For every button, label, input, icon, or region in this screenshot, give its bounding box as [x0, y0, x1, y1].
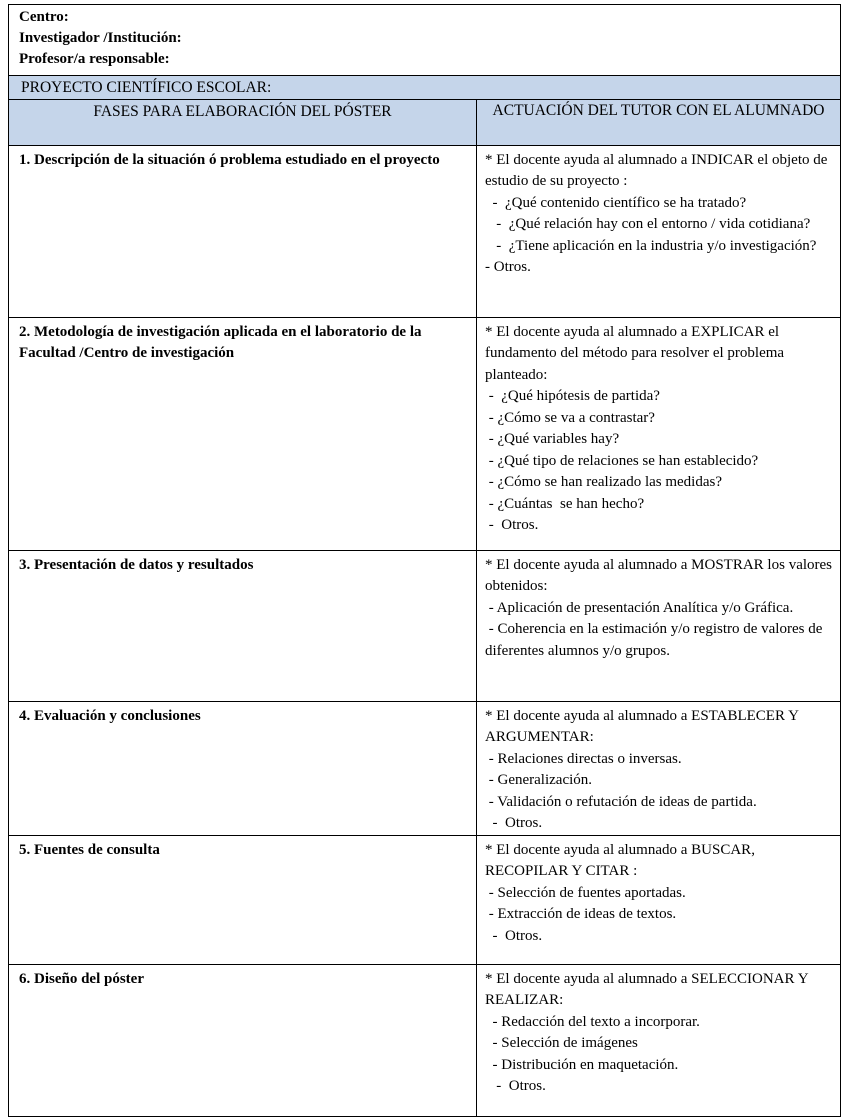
action-line: * El docente ayuda al alumnado a ESTABLECER Y ARGUMENTAR: — [485, 707, 802, 745]
table-row — [9, 835, 841, 964]
action-line: - Otros. — [485, 815, 543, 831]
tutor-action-cell — [477, 701, 841, 835]
action-line: - ¿Tiene aplicación en la industria y/o investigación? — [485, 237, 817, 254]
tutor-action-cell — [477, 317, 841, 550]
column-header-tutor: ACTUACIÓN DEL TUTOR CON EL ALUMNADO — [477, 99, 841, 145]
action-line: - Otros. — [485, 517, 539, 533]
action-line: - Selección de fuentes aportadas. — [485, 884, 686, 901]
action-line: - Otros. — [485, 1078, 546, 1094]
phase-cell: 3. Presentación de datos y resultados — [9, 550, 477, 701]
header-row — [9, 5, 841, 76]
poster-template-document — [8, 4, 840, 1117]
table-row — [9, 550, 841, 701]
action-line: - Otros. — [485, 259, 531, 275]
action-line: * El docente ayuda al alumnado a MOSTRAR los valores obtenidos: — [485, 556, 836, 594]
action-line: - ¿Qué tipo de relaciones se han establecido? — [485, 452, 759, 469]
phase-cell: 6. Diseño del póster — [9, 964, 477, 1116]
column-header-row — [9, 99, 841, 145]
phase-cell: 2. Metodología de investigación aplicada en el laboratorio de la Facultad /Centro de investigación — [9, 317, 477, 550]
investigador-label: Investigador /Institución: — [19, 30, 182, 46]
action-line: - Otros. — [485, 927, 543, 944]
centro-label: Centro: — [19, 9, 69, 25]
action-line: - ¿Qué variables hay? — [485, 431, 620, 447]
action-line: - Generalización. — [485, 772, 593, 788]
action-line: * El docente ayuda al alumnado a SELECCIONAR Y REALIZAR: — [485, 970, 812, 1008]
action-line: * El docente ayuda al alumnado a EXPLICAR el fundamento del método para resolver el problema planteado: — [485, 323, 788, 383]
header-cell — [9, 5, 841, 76]
column-header-phases: FASES PARA ELABORACIÓN DEL PÓSTER — [9, 99, 477, 145]
action-line: - Selección de imágenes — [485, 1035, 638, 1051]
table-row — [9, 145, 841, 317]
action-line: - Coherencia en la estimación y/o registro de valores de diferentes alumnos y/o grupos. — [485, 621, 827, 659]
phase-cell: 4. Evaluación y conclusiones — [9, 701, 477, 835]
action-line: - ¿Cómo se va a contrastar? — [485, 409, 655, 426]
poster-phases-table — [8, 4, 841, 1117]
table-row — [9, 701, 841, 835]
phase-cell: 5. Fuentes de consulta — [9, 835, 477, 964]
action-line: - ¿Qué contenido científico se ha tratado? — [485, 194, 747, 211]
action-line: * El docente ayuda al alumnado a BUSCAR, RECOPILAR Y CITAR : — [485, 841, 759, 879]
action-line: - ¿Qué hipótesis de partida? — [485, 388, 660, 404]
tutor-action-cell — [477, 145, 841, 317]
action-line: - Redacción del texto a incorporar. — [485, 1013, 700, 1030]
tutor-action-cell — [477, 550, 841, 701]
tutor-action-cell — [477, 964, 841, 1116]
tutor-action-cell — [477, 835, 841, 964]
action-line: - Aplicación de presentación Analítica y/o Gráfica. — [485, 599, 794, 616]
profesor-label: Profesor/a responsable: — [19, 51, 170, 67]
action-line: - Validación o refutación de ideas de partida. — [485, 793, 757, 810]
project-title: PROYECTO CIENTÍFICO ESCOLAR: — [9, 76, 841, 100]
table-row — [9, 317, 841, 550]
table-row — [9, 964, 841, 1116]
phase-cell: 1. Descripción de la situación ó problema estudiado en el proyecto — [9, 145, 477, 317]
action-line: - ¿Qué relación hay con el entorno / vida cotidiana? — [485, 216, 811, 232]
action-line: - Relaciones directas o inversas. — [485, 750, 682, 767]
action-line: - Extracción de ideas de textos. — [485, 906, 677, 922]
action-line: - Distribución en maquetación. — [485, 1056, 679, 1073]
action-line: - ¿Cuántas se han hecho? — [485, 495, 645, 512]
action-line: - ¿Cómo se han realizado las medidas? — [485, 474, 722, 490]
action-line: * El docente ayuda al alumnado a INDICAR el objeto de estudio de su proyecto : — [485, 151, 832, 189]
project-title-row — [9, 76, 841, 100]
